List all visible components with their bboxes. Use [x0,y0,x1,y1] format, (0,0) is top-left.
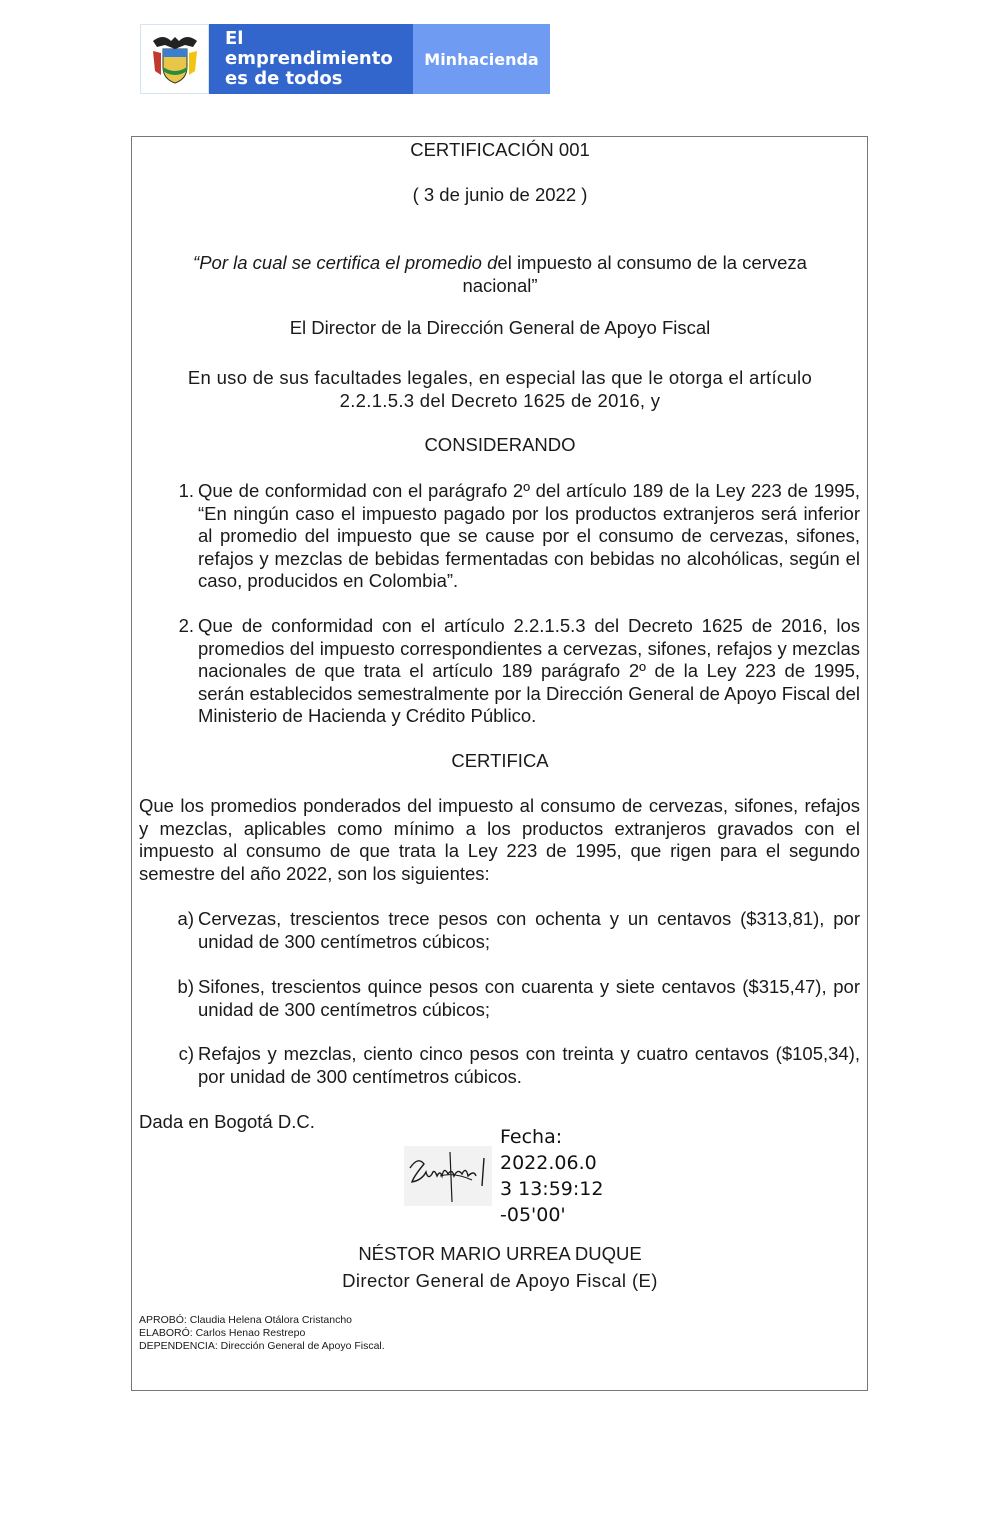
document-title: CERTIFICACIÓN 001 [410,139,590,160]
certifica-item-c: Refajos y mezclas, ciento cinco pesos con treinta y cuatro centavos ($105,34), por unidad de 300 centímetros cúbicos. [198,1043,860,1087]
considerando-heading: CONSIDERANDO [424,434,576,455]
banner-brand: Minhacienda [413,24,550,94]
considerando-number-2: 2. [178,615,194,636]
document-subject [160,252,840,297]
signature-image [404,1146,492,1206]
footer-elaboro: ELABORÓ: Carlos Henao Restrepo [139,1327,306,1339]
considerando-item-2: Que de conformidad con el artículo 2.2.1.5.3 del Decreto 1625 de 2016, los promedios del impuesto correspondientes a cervezas, sifones, refajos y mezclas nacionales de que trata el artículo 189 parágrafo 2º de la Ley 223 de 1995, serán establecidos semestralmente por la Dirección General de Apoyo Fiscal del Ministerio de Hacienda y Crédito Público. [198,615,860,727]
certifica-intro: Que los promedios ponderados del impuesto al consumo de cervezas, sifones, refajos y mezclas, aplicables como mínimo a los productos extranjeros gravados con el impuesto al consumo de que trata la Ley 223 de 1995, que rigen para el segundo semestre del año 2022, son los siguientes: [139,795,860,884]
signer-name: NÉSTOR MARIO URREA DUQUE [358,1243,642,1264]
colombia-coat-of-arms-icon [140,24,209,94]
considerando-number-1: 1. [178,480,194,501]
stamp-line-4: -05'00' [500,1204,566,1226]
signer-title: Director General de Apoyo Fiscal (E) [342,1270,658,1291]
powers-line: En uso de sus facultades legales, en especial las que le otorga el artículo 2.2.1.5.3 del Decreto 1625 de 2016, y [187,367,813,411]
stamp-line-1: Fecha: [500,1126,563,1148]
certifica-letter-b: b) [177,976,194,997]
footer-dependencia: DEPENDENCIA: Dirección General de Apoyo Fiscal. [139,1340,385,1352]
document-date: ( 3 de junio de 2022 ) [412,184,588,205]
certifica-item-a: Cervezas, trescientos trece pesos con ochenta y un centavos ($313,81), por unidad de 300 centímetros cúbicos; [198,908,860,952]
stamp-line-3: 3 13:59:12 [500,1178,604,1200]
footer-aprobo: APROBÓ: Claudia Helena Otálora Cristancho [139,1314,353,1326]
certifica-letter-c: c) [178,1043,194,1064]
certifica-heading: CERTIFICA [451,750,549,771]
stamp-line-2: 2022.06.0 [500,1152,597,1174]
certifica-item-b: Sifones, trescientos quince pesos con cuarenta y siete centavos ($315,47), por unidad de 300 centímetros cúbicos; [198,976,860,1020]
banner-line-1: El emprendimiento [225,28,393,69]
banner-slogan [209,24,413,94]
certifica-letter-a: a) [177,908,194,929]
director-line: El Director de la Dirección General de Apoyo Fiscal [289,317,711,338]
digital-signature-stamp [500,1124,603,1228]
subject-italic: “Por la cual se certifica el promedio d [193,252,498,273]
header-banner [140,24,550,94]
considerando-item-1: Que de conformidad con el parágrafo 2º del artículo 189 de la Ley 223 de 1995, “En ningún caso el impuesto pagado por los productos extranjeros será inferior al promedio del impuesto que se cause por el consumo de cervezas, sifones, refajos y mezclas de bebidas fermentadas con bebidas no alcohólicas, según el caso, producidos en Colombia”. [198,480,860,592]
banner-line-2: es de todos [225,68,343,89]
subject-rest: el impuesto al consumo de la cerveza nacional” [462,252,807,296]
place-line: Dada en Bogotá D.C. [139,1111,315,1132]
